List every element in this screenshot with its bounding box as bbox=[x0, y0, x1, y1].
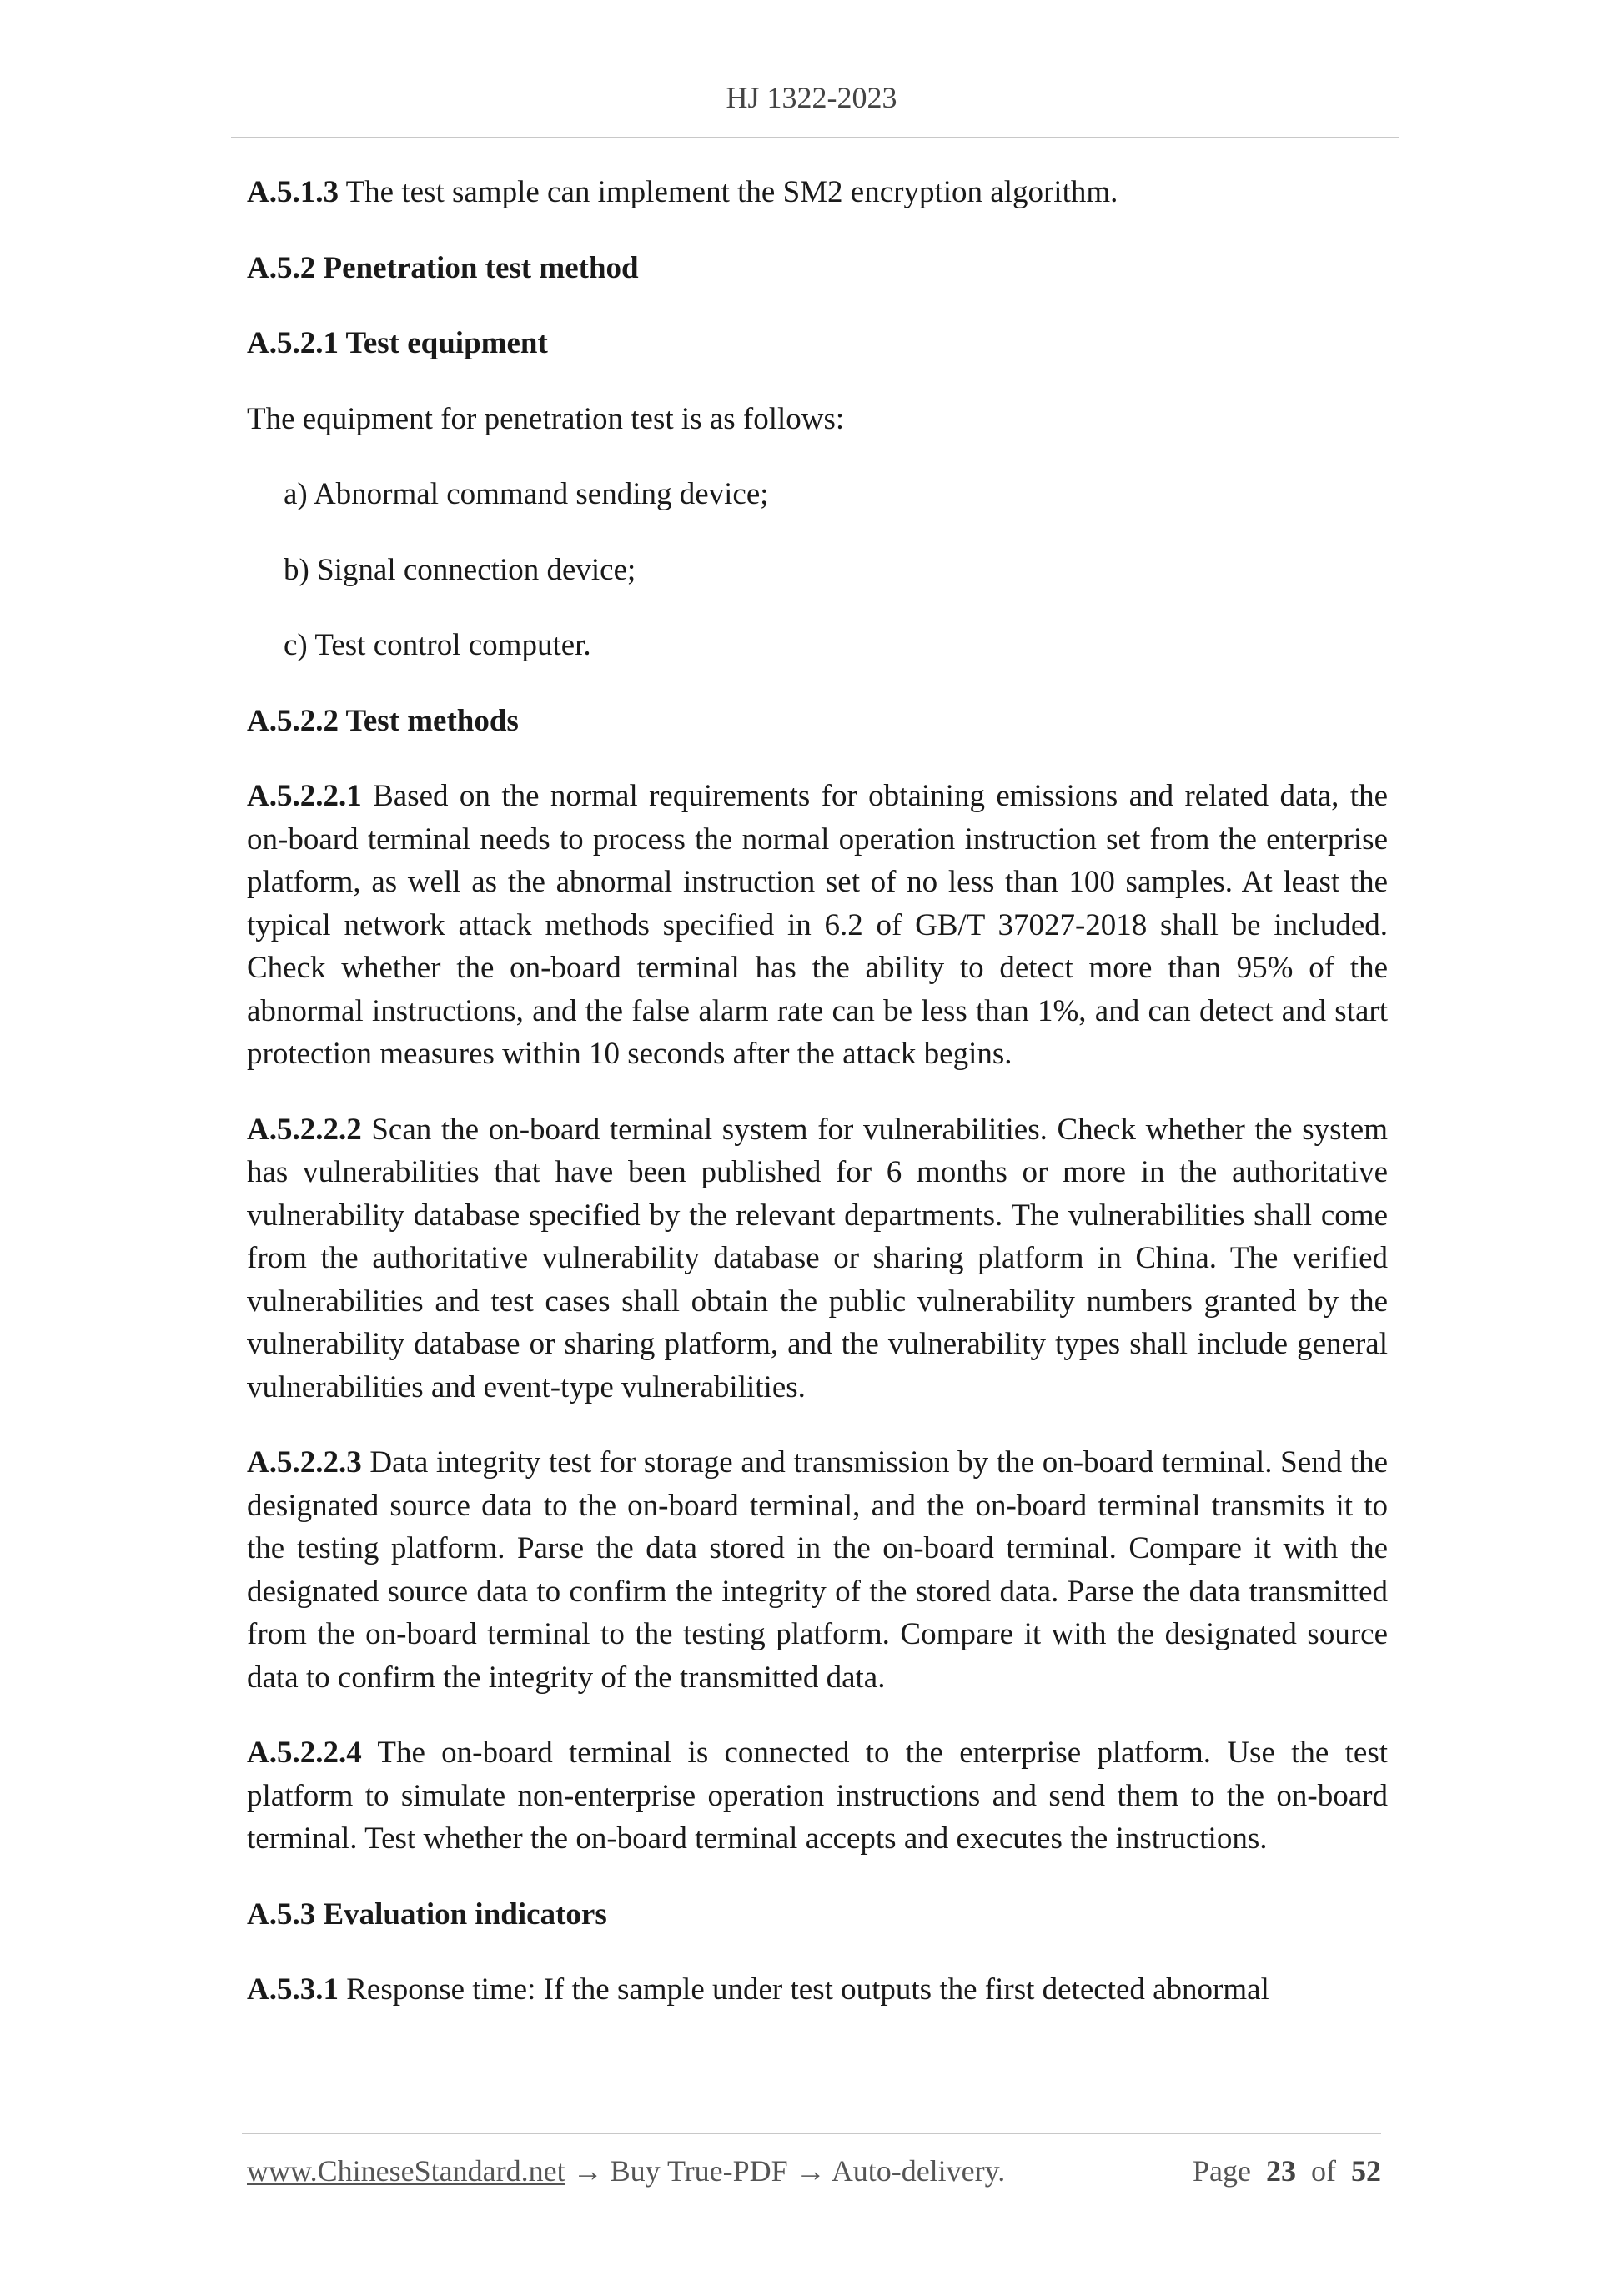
page-word: Page bbox=[1193, 2154, 1251, 2188]
header-rule bbox=[231, 137, 1399, 138]
paragraph-a531 bbox=[247, 1968, 1388, 2012]
clause-number: A.5.3.1 bbox=[247, 1972, 339, 2007]
clause-number: A.5.1.3 bbox=[247, 175, 339, 209]
clause-text: Based on the normal requirements for obtaining emissions and related data, the on-board terminal needs to process the normal operation instruction set from the enterprise platform, as well as the abnormal instruction set of no less than 100 samples. At least the typical network attack methods specified in 6.2 of GB/T 37027-2018 shall be included. Check whether the on-board terminal has the ability to detect more than 95% of the abnormal instructions, and the false alarm rate can be less than 1%, and can detect and start protection measures within 10 seconds after the attack begins. bbox=[247, 779, 1388, 1071]
clause-text: The on-board terminal is connected to the enterprise platform. Use the test platform to simulate non-enterprise operation instructions and send them to the on-board terminal. Test whether the on-board terminal accepts and executes the instructions. bbox=[247, 1736, 1388, 1856]
heading-a52: A.5.2 Penetration test method bbox=[247, 250, 639, 285]
website-link[interactable]: www.ChineseStandard.net bbox=[247, 2154, 565, 2188]
footer-links bbox=[247, 2153, 1005, 2188]
list-item: a) Abnormal command sending device; bbox=[284, 477, 769, 511]
paragraph-a5222 bbox=[247, 1108, 1388, 1409]
list-item: c) Test control computer. bbox=[284, 628, 591, 662]
clause-number: A.5.2.2.1 bbox=[247, 779, 362, 813]
clause-text: Data integrity test for storage and transmission by the on-board terminal. Send the designated source data to the on-board terminal, and the on-board terminal transmits it to the testing platform. Parse the data stored in the on-board terminal. Compare it with the designated source data to confirm the integrity of the stored data. Parse the data transmitted from the on-board terminal to the testing platform. Compare it with the designated source data to confirm the integrity of the transmitted data. bbox=[247, 1445, 1388, 1695]
arrow-icon: → bbox=[565, 2154, 611, 2188]
paragraph-a5223 bbox=[247, 1441, 1388, 1699]
paragraph-a5221 bbox=[247, 775, 1388, 1076]
of-word: of bbox=[1311, 2154, 1336, 2188]
footer-rule bbox=[242, 2133, 1381, 2134]
heading-a522: A.5.2.2 Test methods bbox=[247, 703, 519, 738]
buy-text: Buy True-PDF bbox=[610, 2154, 788, 2188]
paragraph-a513 bbox=[247, 171, 1388, 214]
page-number: 23 bbox=[1266, 2154, 1296, 2188]
clause-text: Scan the on-board terminal system for vulnerabilities. Check whether the system has vulnerabilities that have been published for 6 months or more in the authoritative vulnerability database specified by the relevant departments. The vulnerabilities shall come from the authoritative vulnerability database or sharing platform in China. The verified vulnerabilities and test cases shall obtain the public vulnerability numbers granted by the vulnerability database or sharing platform, and the vulnerability types shall include general vulnerabilities and event-type vulnerabilities. bbox=[247, 1112, 1388, 1404]
delivery-text: Auto-delivery. bbox=[831, 2154, 1006, 2188]
heading-a521: A.5.2.1 Test equipment bbox=[247, 326, 548, 360]
clause-text: The test sample can implement the SM2 encryption algorithm. bbox=[338, 175, 1118, 209]
page-body bbox=[247, 171, 1388, 2044]
heading-a53: A.5.3 Evaluation indicators bbox=[247, 1897, 607, 1932]
running-header: HJ 1322-2023 bbox=[726, 81, 897, 114]
clause-number: A.5.2.2.4 bbox=[247, 1736, 362, 1770]
clause-number: A.5.2.2.2 bbox=[247, 1112, 362, 1147]
page-counter bbox=[1193, 2153, 1381, 2188]
total-pages: 52 bbox=[1351, 2154, 1381, 2188]
page-footer bbox=[247, 2153, 1381, 2195]
paragraph-equipment-intro: The equipment for penetration test is as follows: bbox=[247, 401, 845, 436]
list-item: b) Signal connection device; bbox=[284, 552, 636, 587]
arrow-icon: → bbox=[787, 2154, 832, 2188]
paragraph-a5224 bbox=[247, 1731, 1388, 1861]
clause-text: Response time: If the sample under test outputs the first detected abnormal bbox=[338, 1972, 1269, 2007]
clause-number: A.5.2.2.3 bbox=[247, 1445, 362, 1480]
